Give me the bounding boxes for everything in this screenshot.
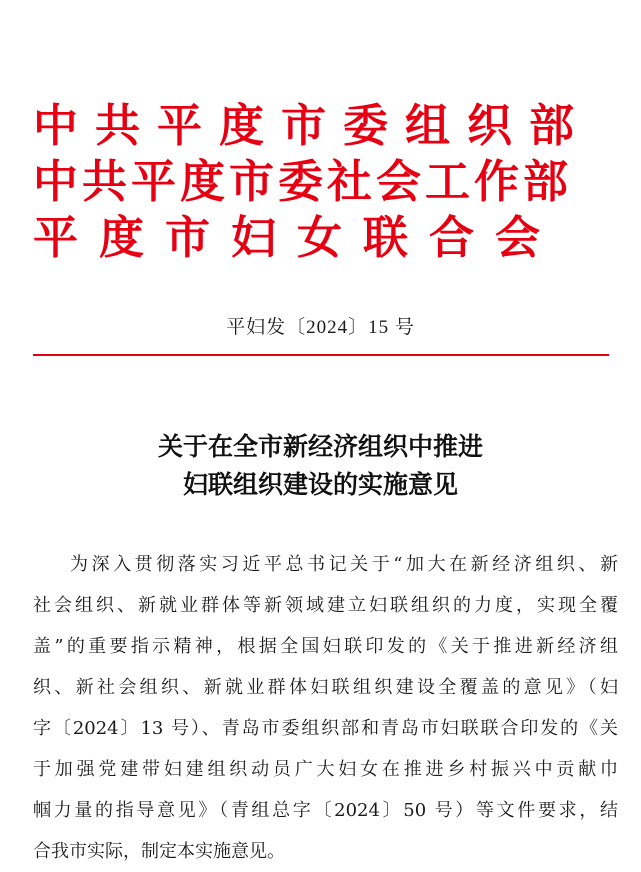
body-line-6: 于加强党建带妇建组织动员广大妇女在推进乡村振兴中贡献巾 <box>33 759 618 780</box>
body-line-3: 盖”的重要指示精神，根据全国妇联印发的《关于推进新经济组 <box>33 636 618 657</box>
document-title-line-2: 妇联组织建设的实施意见 <box>182 470 458 499</box>
body-line-5: 字〔2024〕13 号）、青岛市委组织部和青岛市妇联联合印发的《关 <box>33 718 618 739</box>
document-title <box>0 428 641 504</box>
body-line-4: 织、新社会组织、新就业群体妇联组织建设全覆盖的意见》（妇 <box>33 677 618 698</box>
document-number: 平妇发〔2024〕15 号 <box>226 317 415 338</box>
issuer-line-organization-department: 中共平度市委组织部 <box>33 100 592 152</box>
body-line-8: 合我市实际，制定本实施意见。 <box>33 841 285 862</box>
issuer-line-social-work-department: 中共平度市委社会工作部 <box>33 156 573 208</box>
body-paragraph <box>33 544 618 872</box>
body-line-2: 社会组织、新就业群体等新领域建立妇联组织的力度，实现全覆 <box>33 595 618 616</box>
body-line-1: 为深入贯彻落实习近平总书记关于“加大在新经济组织、新 <box>70 554 618 575</box>
body-line-7: 帼力量的指导意见》（青组总字〔2024〕50 号）等文件要求，结 <box>33 800 618 821</box>
red-separator-line <box>33 354 609 356</box>
issuer-line-womens-federation: 平度市妇女联合会 <box>33 212 562 264</box>
document-title-line-1: 关于在全市新经济组织中推进 <box>157 432 483 461</box>
